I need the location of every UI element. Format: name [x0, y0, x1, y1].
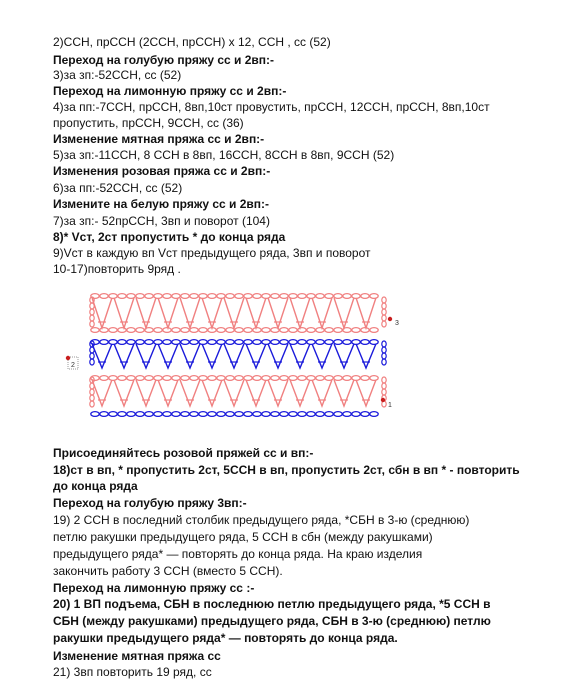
chain-stitch — [91, 340, 99, 345]
chain-stitch — [127, 340, 135, 345]
chain-stitch — [253, 376, 261, 381]
turning-loop — [382, 303, 386, 309]
chain-stitch — [127, 294, 135, 299]
row-label-1: 1 — [388, 402, 392, 409]
v-stitch — [158, 298, 178, 328]
row-marker-dot — [381, 398, 385, 402]
chain-stitch — [361, 328, 369, 333]
chain-stitch — [262, 376, 270, 381]
chain-stitch — [118, 328, 126, 333]
turning-loop — [382, 309, 386, 315]
chain-stitch — [262, 412, 270, 417]
chain-stitch — [244, 412, 252, 417]
chain-stitch — [118, 294, 126, 299]
v-stitch — [312, 344, 332, 368]
chain-stitch — [217, 340, 225, 345]
v-stitch — [114, 298, 134, 328]
chain-stitch — [280, 376, 288, 381]
chain-stitch — [127, 328, 135, 333]
chain-stitch — [136, 376, 144, 381]
turning-loop — [90, 347, 94, 353]
instruction-line: Переход на голубую пряжу сс и 2вп:- — [53, 53, 275, 67]
chain-stitch — [253, 340, 261, 345]
v-stitch — [224, 298, 244, 328]
chain-stitch — [325, 328, 333, 333]
turning-loop — [382, 315, 386, 321]
v-stitch — [158, 344, 178, 368]
chain-stitch — [136, 340, 144, 345]
v-stitch — [136, 298, 156, 328]
chain-stitch — [325, 412, 333, 417]
paragraph-line: СБН (между ракушками) предыдущего ряда, СБН в 3-ю (среднюю) петлю — [53, 614, 491, 628]
v-stitch — [334, 380, 354, 406]
chain-stitch — [208, 376, 216, 381]
chain-stitch — [298, 376, 306, 381]
chain-stitch — [208, 340, 216, 345]
v-stitch — [246, 344, 266, 368]
row-marker-dot — [388, 317, 392, 321]
chain-stitch — [181, 412, 189, 417]
chain-stitch — [136, 412, 144, 417]
chain-stitch — [289, 294, 297, 299]
v-stitch — [246, 380, 266, 406]
chain-stitch — [316, 340, 324, 345]
v-stitch — [290, 344, 310, 368]
turning-loop — [382, 347, 386, 353]
instruction-line: 8)* Vст, 2ст пропустить * до конца ряда — [53, 230, 286, 244]
chain-stitch — [244, 328, 252, 333]
chain-stitch — [325, 340, 333, 345]
instruction-line: пропустить, прССН, 9ССН, сс (36) — [53, 116, 244, 130]
v-stitch — [180, 298, 200, 328]
instruction-line: 7)за зп:- 52прССН, 3вп и поворот (104) — [53, 214, 270, 228]
chain-stitch — [235, 294, 243, 299]
turning-loop — [90, 309, 94, 315]
turning-loop — [90, 359, 94, 365]
chain-stitch — [217, 294, 225, 299]
chain-stitch — [235, 376, 243, 381]
chain-stitch — [109, 294, 117, 299]
instruction-line: Изменения розовая пряжа сс и 2вп:- — [53, 164, 271, 178]
turning-loop — [382, 383, 386, 389]
turning-loop — [382, 297, 386, 303]
chain-stitch — [154, 340, 162, 345]
v-stitch — [158, 380, 178, 406]
chain-stitch — [109, 340, 117, 345]
paragraph-row-20 — [53, 596, 503, 647]
chain-stitch — [199, 328, 207, 333]
turning-loop — [382, 377, 386, 383]
chain-stitch — [271, 340, 279, 345]
chain-stitch — [181, 328, 189, 333]
chain-stitch — [190, 340, 198, 345]
v-stitch — [268, 344, 288, 368]
chain-stitch — [181, 294, 189, 299]
instruction-line: Присоединяйтесь розовой пряжей сс и вп:- — [53, 446, 314, 460]
chain-stitch — [217, 328, 225, 333]
chain-stitch — [190, 328, 198, 333]
chain-stitch — [127, 412, 135, 417]
v-stitch — [202, 380, 222, 406]
chain-stitch — [235, 412, 243, 417]
turning-loop — [90, 401, 94, 407]
chain-stitch — [91, 294, 99, 299]
chain-stitch — [100, 376, 108, 381]
chain-stitch — [262, 340, 270, 345]
v-stitch — [312, 298, 332, 328]
chain-stitch — [316, 376, 324, 381]
v-stitch — [290, 298, 310, 328]
turning-loop — [90, 389, 94, 395]
chain-stitch — [235, 340, 243, 345]
chain-stitch — [226, 376, 234, 381]
chain-stitch — [136, 294, 144, 299]
chain-stitch — [325, 376, 333, 381]
chain-stitch — [91, 376, 99, 381]
chain-stitch — [172, 376, 180, 381]
chain-stitch — [370, 412, 378, 417]
chain-stitch — [91, 412, 99, 417]
v-stitch — [180, 380, 200, 406]
chain-stitch — [181, 340, 189, 345]
chain-stitch — [109, 376, 117, 381]
chain-stitch — [334, 376, 342, 381]
chain-stitch — [343, 294, 351, 299]
instruction-line: 10-17)повторить 9ряд . — [53, 262, 181, 276]
chain-stitch — [145, 376, 153, 381]
chain-stitch — [163, 294, 171, 299]
chain-stitch — [289, 376, 297, 381]
paragraph-line: закончить работу 3 ССН (вместо 5 ССН). — [53, 564, 283, 578]
chain-stitch — [217, 376, 225, 381]
chain-stitch — [127, 376, 135, 381]
instruction-line: Изменение мятная пряжа сс и 2вп:- — [53, 132, 265, 146]
v-stitch — [224, 380, 244, 406]
instruction-line: 3)за зп:-52ССН, сс (52) — [53, 68, 182, 82]
chain-stitch — [154, 412, 162, 417]
chain-stitch — [190, 412, 198, 417]
instruction-line: до конца ряда — [53, 479, 138, 493]
chain-stitch — [226, 328, 234, 333]
chain-stitch — [316, 294, 324, 299]
chain-stitch — [118, 412, 126, 417]
chain-stitch — [280, 294, 288, 299]
chain-stitch — [343, 412, 351, 417]
turning-loop — [90, 395, 94, 401]
chain-stitch — [316, 328, 324, 333]
instruction-line: Переход на голубую пряжу 3вп:- — [53, 496, 247, 510]
chain-stitch — [244, 294, 252, 299]
chain-stitch — [289, 340, 297, 345]
chain-stitch — [289, 412, 297, 417]
chain-stitch — [352, 294, 360, 299]
chain-stitch — [154, 294, 162, 299]
chain-stitch — [298, 328, 306, 333]
turning-loop — [90, 303, 94, 309]
v-stitch — [92, 344, 112, 368]
v-stitch — [114, 380, 134, 406]
chain-stitch — [307, 340, 315, 345]
v-stitch — [92, 380, 112, 406]
instruction-line: 21) 3вп повторить 19 ряд, сс — [53, 665, 212, 679]
v-stitch — [334, 298, 354, 328]
chain-stitch — [262, 328, 270, 333]
chain-stitch — [307, 376, 315, 381]
chain-stitch — [172, 328, 180, 333]
instruction-line: 9)Vст в каждую вп Vст предыдущего ряда, 3вп и поворот — [53, 246, 371, 260]
chain-stitch — [118, 376, 126, 381]
v-stitch — [136, 344, 156, 368]
chain-stitch — [145, 340, 153, 345]
chain-stitch — [199, 294, 207, 299]
v-stitch — [180, 344, 200, 368]
chain-stitch — [361, 376, 369, 381]
chain-stitch — [172, 412, 180, 417]
chain-stitch — [298, 412, 306, 417]
chain-stitch — [118, 340, 126, 345]
chain-stitch — [199, 340, 207, 345]
chain-stitch — [226, 294, 234, 299]
chain-stitch — [298, 340, 306, 345]
chain-stitch — [199, 376, 207, 381]
v-stitch — [202, 344, 222, 368]
chain-stitch — [352, 328, 360, 333]
turning-loop — [90, 315, 94, 321]
v-stitch — [136, 380, 156, 406]
chain-stitch — [172, 294, 180, 299]
v-stitch — [356, 298, 376, 328]
chain-stitch — [190, 294, 198, 299]
chain-stitch — [370, 340, 378, 345]
chain-stitch — [91, 328, 99, 333]
chain-stitch — [361, 294, 369, 299]
chain-stitch — [163, 412, 171, 417]
chain-stitch — [370, 294, 378, 299]
chain-stitch — [352, 340, 360, 345]
chain-stitch — [100, 340, 108, 345]
chain-stitch — [271, 294, 279, 299]
instruction-line: 2)ССН, прССН (2ССН, прССН) х 12, ССН , сс (52) — [53, 35, 331, 49]
chain-stitch — [307, 294, 315, 299]
chain-stitch — [100, 294, 108, 299]
chain-stitch — [100, 328, 108, 333]
turning-loop — [382, 353, 386, 359]
chain-stitch — [253, 412, 261, 417]
chain-stitch — [280, 412, 288, 417]
chain-stitch — [100, 412, 108, 417]
chain-stitch — [253, 294, 261, 299]
instruction-line: Переход на лимонную пряжу сс :- — [53, 581, 255, 595]
turning-loop — [382, 321, 386, 327]
v-stitch — [268, 298, 288, 328]
v-stitch — [356, 380, 376, 406]
chain-stitch — [253, 328, 261, 333]
chain-stitch — [280, 340, 288, 345]
chain-stitch — [235, 328, 243, 333]
v-stitch — [224, 344, 244, 368]
chain-stitch — [307, 412, 315, 417]
chain-stitch — [172, 340, 180, 345]
v-stitch — [268, 380, 288, 406]
instruction-line: Измените на белую пряжу сс и 2вп:- — [53, 197, 270, 211]
chain-stitch — [109, 328, 117, 333]
instruction-line: Изменение мятная пряжа сс — [53, 649, 221, 663]
paragraph-line: 19) 2 ССН в последний столбик предыдущего ряда, *СБН в 3-ю (среднюю) — [53, 513, 470, 527]
paragraph-line: 20) 1 ВП подъема, СБН в последнюю петлю предыдущего ряда, *5 ССН в — [53, 597, 491, 611]
v-stitch — [246, 298, 266, 328]
chain-stitch — [316, 412, 324, 417]
chain-stitch — [199, 412, 207, 417]
chain-stitch — [163, 328, 171, 333]
chain-stitch — [298, 294, 306, 299]
chain-stitch — [361, 340, 369, 345]
turning-loop — [90, 353, 94, 359]
chain-stitch — [370, 376, 378, 381]
instruction-line: 4)за пп:-7ССН, прССН, 8вп,10ст провустить, прССН, 12ССН, прССН, 8вп,10ст — [53, 100, 490, 114]
chain-stitch — [334, 294, 342, 299]
chain-stitch — [361, 412, 369, 417]
chain-stitch — [208, 294, 216, 299]
turning-loop — [90, 383, 94, 389]
paragraph-line: петлю ракушки предыдущего ряда, 5 ССН в сбн (между ракушками) — [53, 530, 433, 544]
chain-stitch — [334, 412, 342, 417]
turning-loop — [382, 359, 386, 365]
v-stitch — [92, 298, 112, 328]
v-stitch — [114, 344, 134, 368]
chain-stitch — [145, 412, 153, 417]
chain-stitch — [370, 328, 378, 333]
chain-stitch — [181, 376, 189, 381]
chain-stitch — [190, 376, 198, 381]
paragraph-line: ракушки предыдущего ряда* — повторять до конца ряда. — [53, 631, 398, 645]
turning-loop — [382, 389, 386, 395]
v-stitch — [312, 380, 332, 406]
chain-stitch — [262, 294, 270, 299]
chain-stitch — [217, 412, 225, 417]
instruction-line: 5)за зп:-11ССН, 8 ССН в 8вп, 16ССН, 8ССН в 8вп, 9ССН (52) — [53, 148, 395, 162]
chain-stitch — [352, 412, 360, 417]
chain-stitch — [289, 328, 297, 333]
v-stitch — [334, 344, 354, 368]
chart-marks — [90, 294, 386, 417]
chain-stitch — [343, 340, 351, 345]
row-label-3: 3 — [395, 320, 399, 327]
chain-stitch — [343, 376, 351, 381]
row-label-2: 2 — [71, 362, 75, 369]
turning-loop — [382, 341, 386, 347]
chain-stitch — [325, 294, 333, 299]
chain-stitch — [226, 412, 234, 417]
turning-loop — [90, 321, 94, 327]
paragraph-line: предыдущего ряда* — повторять до конца ряда. На краю изделия — [53, 547, 423, 561]
chain-stitch — [145, 294, 153, 299]
v-stitch — [356, 344, 376, 368]
chain-stitch — [226, 340, 234, 345]
crochet-chart — [60, 286, 410, 422]
instruction-line: 6)за пп:-52ССН, сс (52) — [53, 181, 183, 195]
chain-stitch — [208, 412, 216, 417]
chain-stitch — [271, 412, 279, 417]
v-stitch — [290, 380, 310, 406]
chain-stitch — [163, 340, 171, 345]
chain-stitch — [244, 376, 252, 381]
instruction-line: 18)ст в вп, * пропустить 2ст, 5ССН в вп, пропустить 2ст, сбн в вп * - повторить — [53, 463, 520, 477]
chain-stitch — [334, 328, 342, 333]
paragraph-row-19 — [53, 512, 503, 580]
chain-stitch — [154, 328, 162, 333]
instruction-line: Переход на лимонную пряжу сс и 2вп:- — [53, 84, 287, 98]
chain-stitch — [244, 340, 252, 345]
chain-stitch — [307, 328, 315, 333]
chain-stitch — [271, 376, 279, 381]
chain-stitch — [136, 328, 144, 333]
chain-stitch — [109, 412, 117, 417]
chain-stitch — [154, 376, 162, 381]
chain-stitch — [352, 376, 360, 381]
v-stitch — [202, 298, 222, 328]
chain-stitch — [334, 340, 342, 345]
chain-stitch — [163, 376, 171, 381]
chain-stitch — [280, 328, 288, 333]
row-marker-dot — [66, 356, 70, 360]
